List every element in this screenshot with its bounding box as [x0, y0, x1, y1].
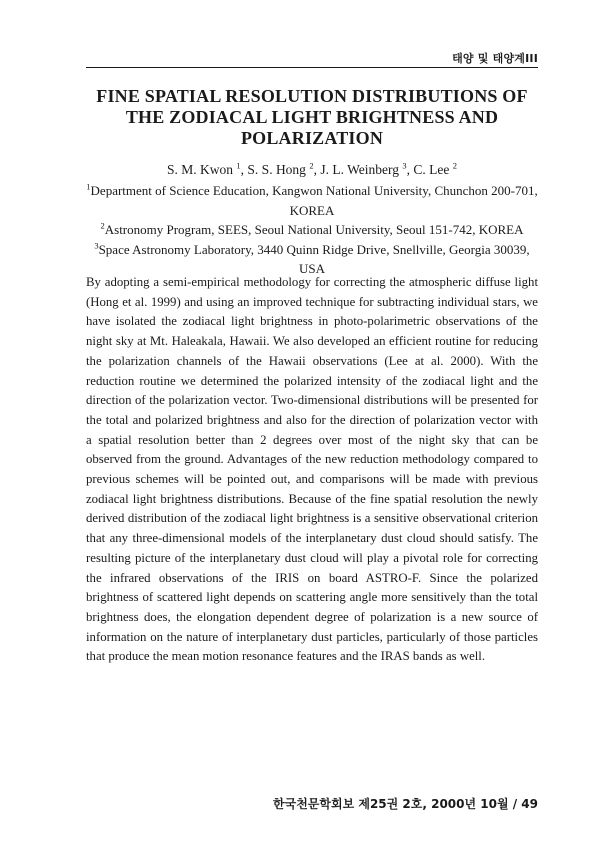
- affiliation-mark: 2: [309, 160, 314, 171]
- affiliation-text: Space Astronomy Laboratory, 3440 Quinn Ridge Drive, Snellville, Georgia 30039, USA: [98, 241, 530, 276]
- abstract-line: (Hong et al. 1999) and using an improved technique for subtracting individual stars, we: [86, 294, 538, 309]
- abstract-line: the total and polarized brightness and also for the direction of polarization vector with: [86, 412, 538, 427]
- affiliation: [86, 220, 538, 240]
- title-line: POLARIZATION: [240, 128, 384, 148]
- abstract-line: information on the nature of interplanetary dust particles, particularly of those particles: [86, 629, 538, 644]
- affiliation-mark: 1: [236, 160, 241, 171]
- abstract-line: night sky at Mt. Haleakala, Hawaii. We also developed an efficient routine for reducing: [86, 334, 538, 349]
- abstract-line: that produce the mean motion resonance features and the IRAS bands as well.: [86, 649, 486, 664]
- abstract-line: that any three-dimensional models of the interplanetary dust cloud should satisfy. The: [86, 531, 538, 546]
- abstract-line: reduction routine we determined the polarized intensity of the zodiacal light and the: [86, 373, 538, 388]
- abstract-line: By adopting a semi-empirical methodology for correcting the atmospheric diffuse light: [86, 275, 538, 289]
- author-list: S. M. Kwon $^1$, S. S. Hong $^2$, J. L. Weinberg $^3$, C. Lee $^2$: [167, 160, 457, 177]
- abstract-line: zodiacal light brightness distributions. Because of the fine spatial resolution the newly: [86, 491, 538, 506]
- running-head: 태양 및 태양계III: [452, 52, 538, 65]
- author-name: C. Lee: [413, 162, 450, 177]
- affiliation-text: Astronomy Program, SEES, Seoul National University, Seoul 151-742, KOREA: [104, 222, 524, 237]
- affiliation-list: [86, 181, 538, 279]
- affiliation-text: KOREA: [289, 202, 335, 218]
- affiliation-mark: 2: [452, 160, 457, 171]
- abstract-line: brightness does, the elongation dependent degree of polarization is a new source of: [86, 609, 538, 624]
- abstract-line: the polarization channels of the Hawaii observations (Lee at al. 2000). With the: [86, 353, 538, 368]
- affiliation-mark: 1: [86, 181, 91, 192]
- header-rule: [86, 67, 538, 68]
- title-line: FINE SPATIAL RESOLUTION DISTRIBUTIONS OF: [96, 86, 528, 106]
- page-footer: 한국천문학회보 제25권 2호, 2000년 10월 / 49: [273, 797, 538, 811]
- abstract-body: [86, 273, 538, 667]
- affiliation: [86, 181, 538, 220]
- abstract-line: observed from the ground. Advantages of the new reduction methodology compared to: [86, 452, 538, 467]
- abstract-line: derived distribution of the zodiacal light brightness is a sensitive observational criterion: [86, 511, 538, 526]
- abstract-line: direction of the polarization vector. Two-dimensional distributions will be presented for: [86, 393, 538, 408]
- affiliation-mark: 3: [402, 160, 407, 171]
- affiliation-mark: 2: [100, 220, 105, 231]
- abstract-line: have isolated the zodiacal light brightness in photo-polarimetric observations of the: [86, 314, 538, 329]
- abstract-line: previous schemes will be pointed out, and comparisons will be made with previous: [86, 472, 538, 487]
- abstract-line: the infrared observations of the IRIS on board ASTRO-F. Since the polarized: [86, 570, 538, 585]
- title-line: THE ZODIACAL LIGHT BRIGHTNESS AND: [125, 107, 499, 127]
- author-name: S. M. Kwon: [167, 162, 234, 177]
- paper-title: [86, 86, 538, 149]
- author-name: S. S. Hong: [247, 162, 306, 177]
- abstract-line: a spatial resolution better than 2 degrees over most of the night sky that can be: [86, 432, 538, 447]
- affiliation-mark: 3: [94, 240, 99, 251]
- author-name: J. L. Weinberg: [320, 162, 399, 177]
- affiliation-text: Department of Science Education, Kangwon National University, Chunchon 200-701,: [90, 183, 538, 198]
- abstract-line: resulting picture of the interplanetary dust cloud will play a pivotal role for correcting: [86, 550, 538, 565]
- abstract-line: brightness of scattered light depends on scattering angle more sensitively than the total: [86, 590, 538, 605]
